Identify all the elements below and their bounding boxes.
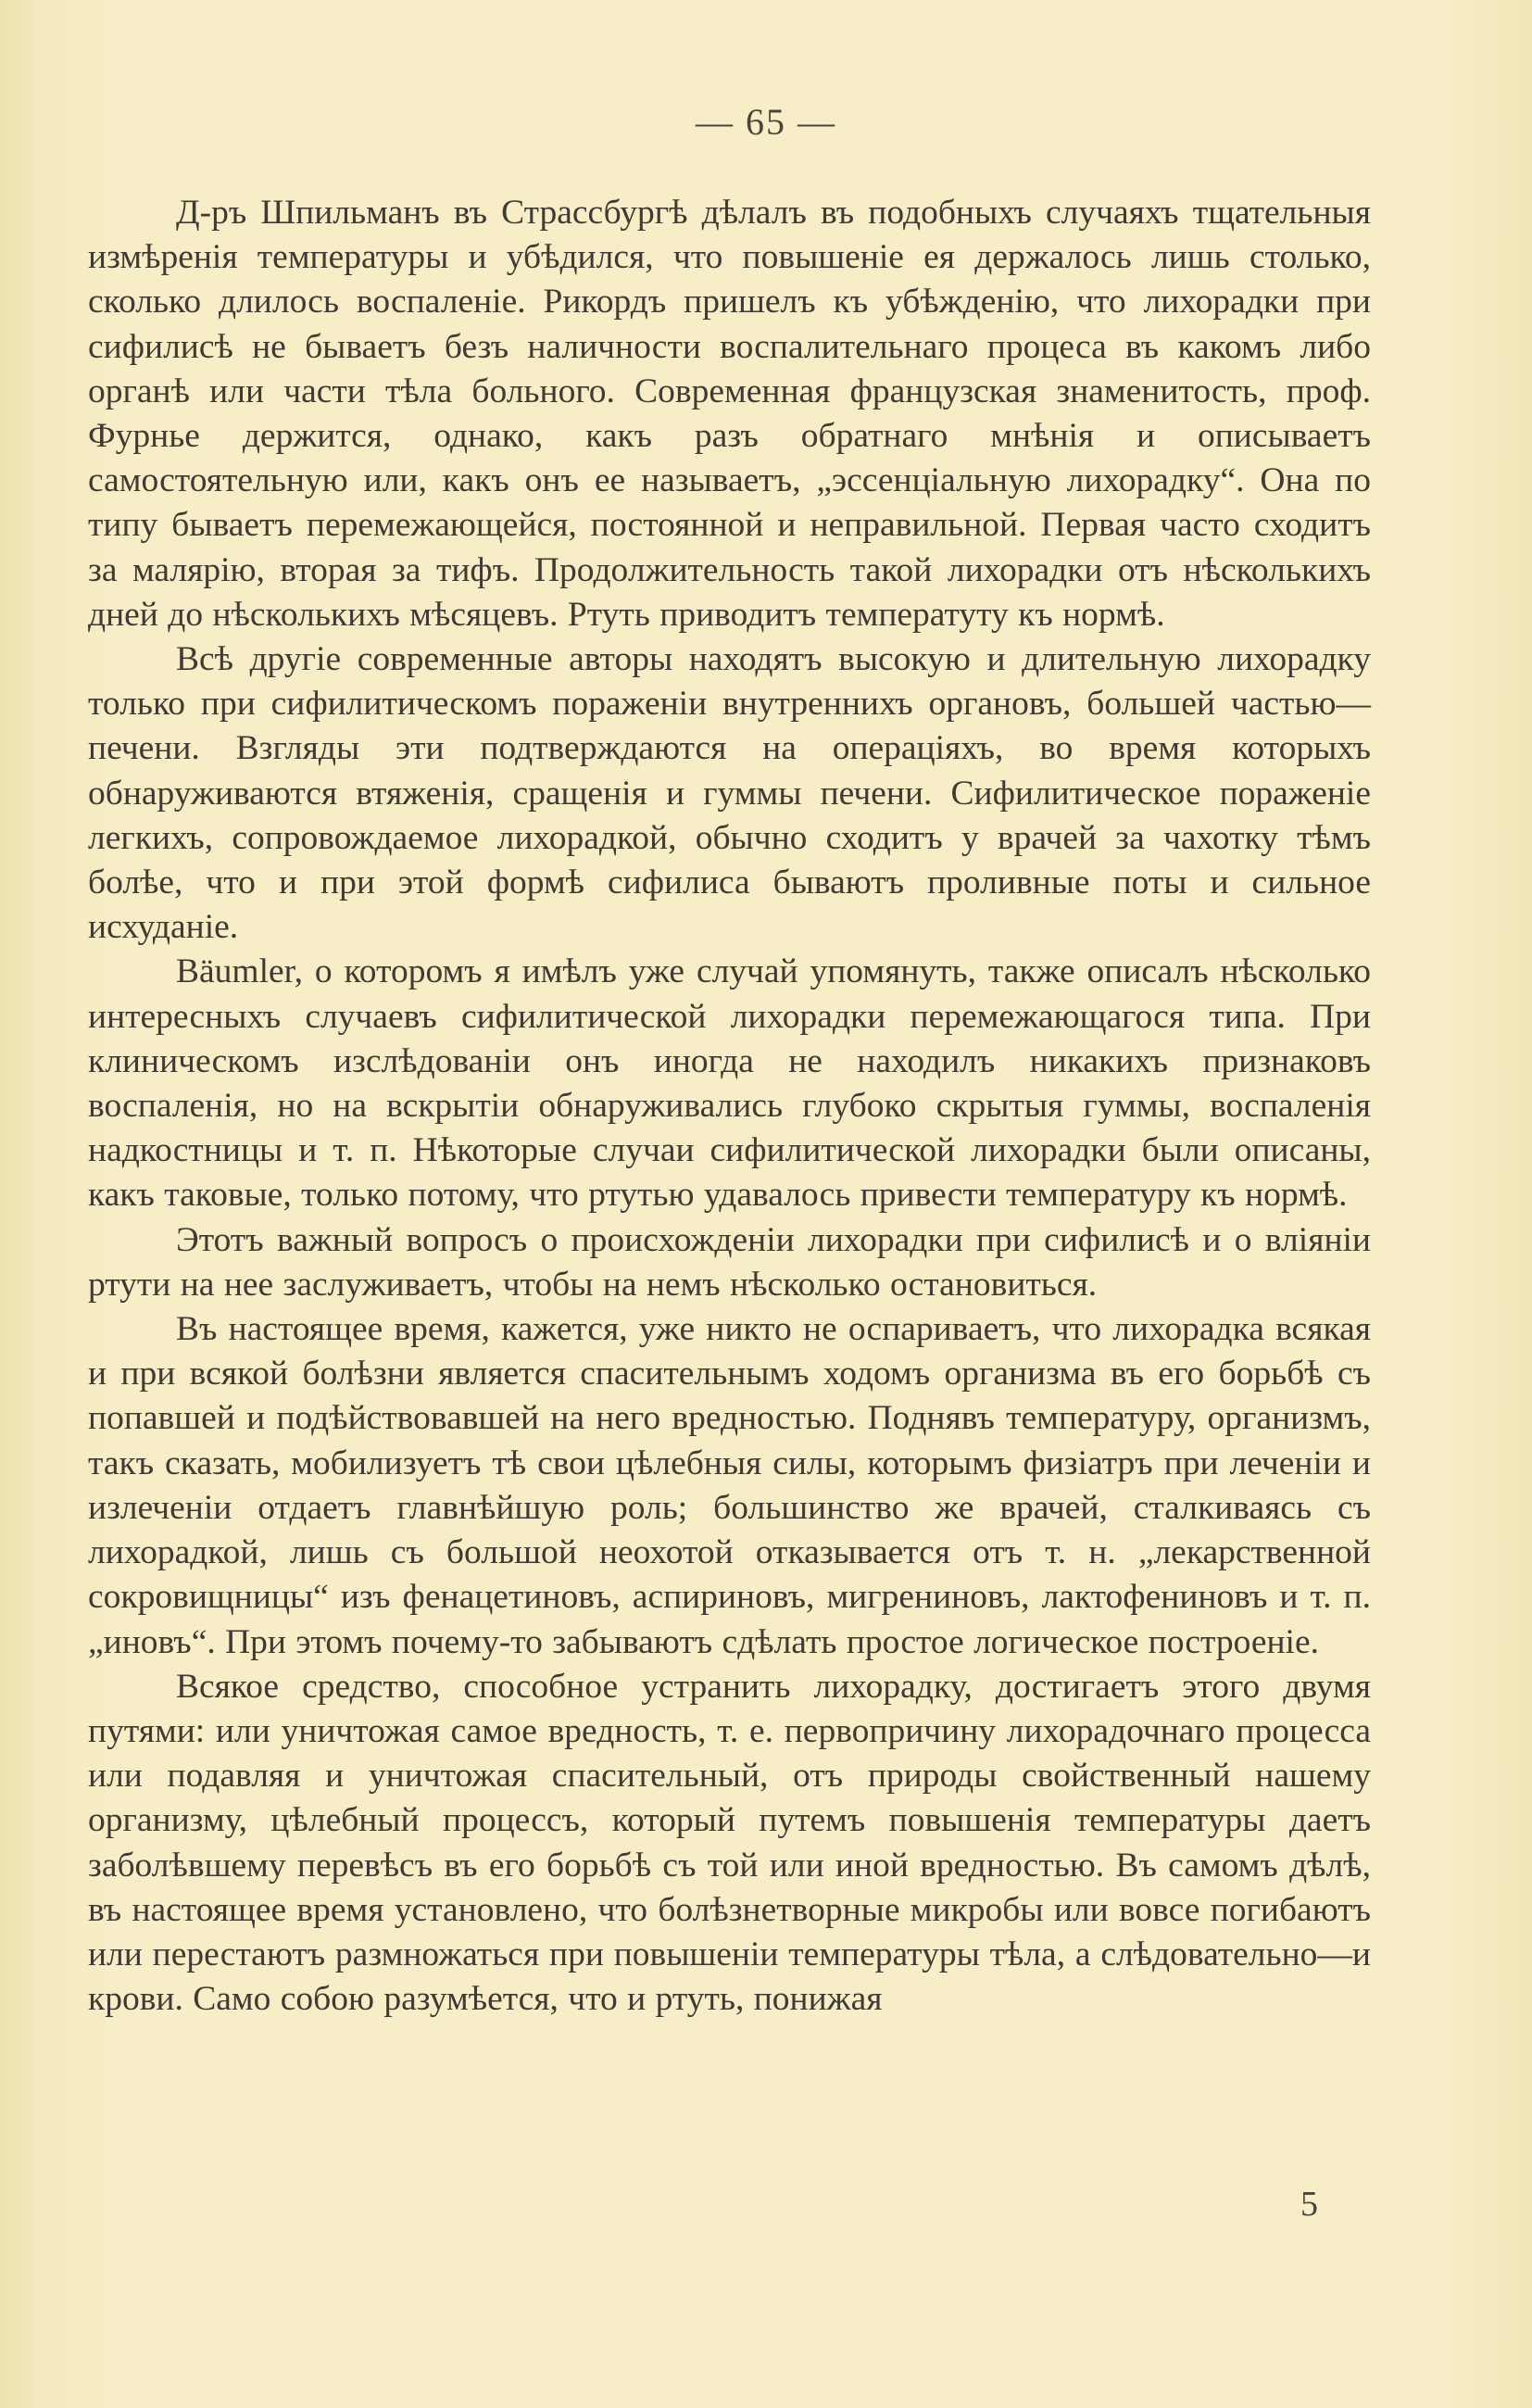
signature-mark: 5	[1300, 2185, 1318, 2224]
paragraph-1: Д-ръ Шпильманъ въ Страссбургѣ дѣлалъ въ подобныхъ случаяхъ тщательныя измѣренія температуры и убѣдился, что повышеніе ея держалось лишь столько, сколько длилось воспаленіе. Рикордъ пришелъ къ убѣжденію, что лихорадки при сифилисѣ не бываетъ безъ наличности воспалительнаго процеса въ какомъ либо органѣ или части тѣла больного. Современная французская знаменитость, проф. Фурнье держится, однако, какъ разъ обратнаго мнѣнія и описываетъ самостоятельную или, какъ онъ ее называетъ, „эссенціальную лихорадку“. Она по типу бываетъ перемежающейся, постоянной и неправильной. Первая часто сходитъ за малярію, вторая за тифъ. Продолжительность такой лихорадки отъ нѣсколькихъ дней до нѣсколькихъ мѣсяцевъ. Ртуть приводитъ температуту къ нормѣ.	[88, 194, 1371, 634]
body-text	[88, 191, 1371, 2022]
paragraph-2: Всѣ другіе современные авторы находятъ высокую и длительную лихорадку только при сифилитическомъ пораженіи внутреннихъ органовъ, большей частью—печени. Взгляды эти подтверждаются на операціяхъ, во время которыхъ обнаруживаются втяженія, сращенія и гуммы печени. Сифилитическое пораженіе легкихъ, сопровождаемое лихорадкой, обычно сходитъ у врачей за чахотку тѣмъ болѣе, что и при этой формѣ сифилиса бываютъ проливные поты и сильное исхуданіе.	[88, 640, 1371, 947]
paragraph-3: Bäumler, о которомъ я имѣлъ уже случай упомянуть, также описалъ нѣсколько интересныхъ случаевъ сифилитической лихорадки перемежающагося типа. При клиническомъ изслѣдованіи онъ иногда не находилъ никакихъ признаковъ воспаленія, но на вскрытіи обнаруживались глубоко скрытыя гуммы, воспаленія надкостницы и т. п. Нѣкоторые случаи сифилитической лихорадки были описаны, какъ таковые, только потому, что ртутью удавалось привести температуру къ нормѣ.	[88, 952, 1371, 1215]
paragraph-6: Всякое средство, способное устранить лихорадку, достигаетъ этого двумя путями: или уничтожая самое вредность, т. е. первопричину лихорадочнаго процесса или подавляя и уничтожая спасительный, отъ природы свойственный нашему организму, цѣлебный процессъ, который путемъ повышенія температуры даетъ заболѣвшему перевѣсъ въ его борьбѣ съ той или иной вредностью. Въ самомъ дѣлѣ, въ настоящее время установлено, что болѣзнетворные микробы или вовсе погибаютъ или перестаютъ размножаться при повышеніи температуры тѣла, а слѣдовательно—и крови. Само собою разумѣется, что и ртуть, понижая	[88, 1667, 1371, 2019]
page-number-header: — 65 —	[696, 101, 836, 143]
paragraph-4: Этотъ важный вопросъ о происхожденіи лихорадки при сифилисѣ и о вліяніи ртути на нее заслуживаетъ, чтобы на немъ нѣсколько остановиться.	[88, 1220, 1371, 1304]
paragraph-5: Въ настоящее время, кажется, уже никто не оспариваетъ, что лихорадка всякая и при всякой болѣзни является спасительнымъ ходомъ организма въ его борьбѣ съ попавшей и подѣйствовавшей на него вредностью. Поднявъ температуру, организмъ, такъ сказать, мобилизуетъ тѣ свои цѣлебныя силы, которымъ физіатръ при леченіи и излеченіи отдаетъ главнѣйшую роль; большинство же врачей, сталкиваясь съ лихорадкой, лишь съ большой неохотой отказывается отъ т. н. „лекарственной сокровищницы“ изъ фенацетиновъ, аспириновъ, мигрениновъ, лактофениновъ и т. п. „иновъ“. При этомъ почему-то забываютъ сдѣлать простое логическое построеніе.	[88, 1310, 1371, 1661]
